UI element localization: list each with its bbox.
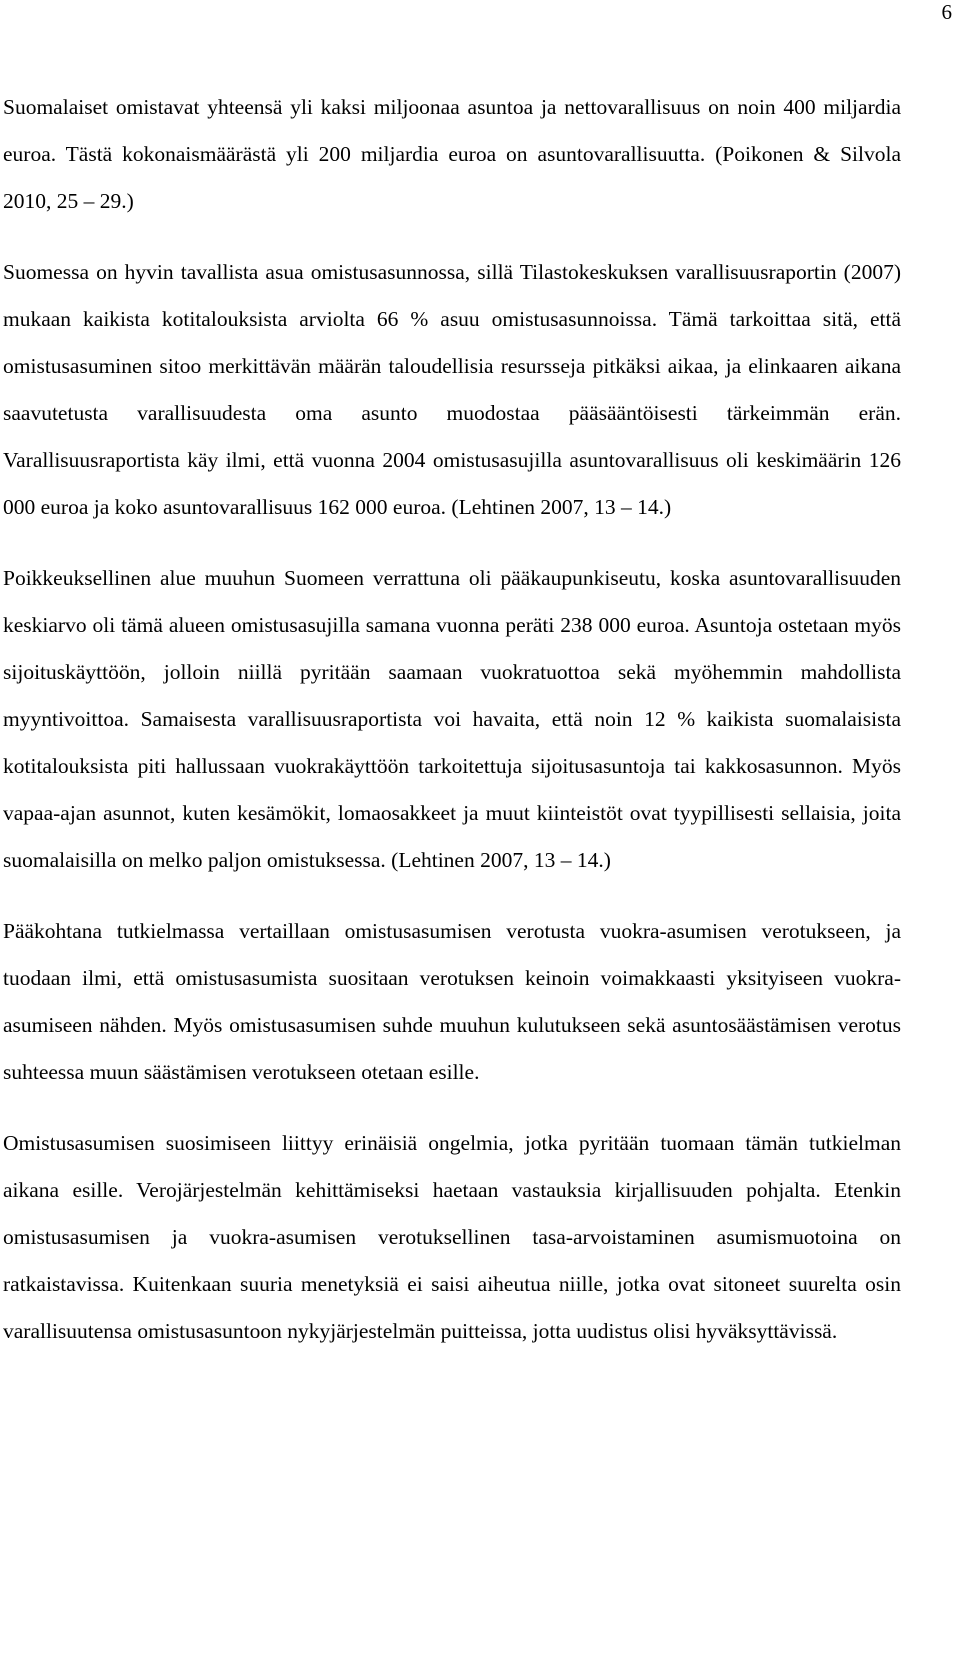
paragraph-5: Omistusasumisen suosimiseen liittyy erinäisiä ongelmia, jotka pyritään tuomaan tämän tutkielman aikana esille. Verojärjestelmän kehittämiseksi haetaan vastauksia kirjallisuuden pohjalta. Etenkin omistusasumisen ja vuokra-asumisen verotuksellinen tasa-arvoistaminen asumismuotoina on ratkaistavissa. Kuitenkaan suuria menetyksiä ei saisi aiheutua niille, jotka ovat sitoneet suurelta osin varallisuutensa omistusasuntoon nykyjärjestelmän puitteissa, jotta uudistus olisi hyväksyttävissä. — [3, 1131, 901, 1343]
body-text — [3, 84, 901, 1379]
paragraph-4: Pääkohtana tutkielmassa vertaillaan omistusasumisen verotusta vuokra-asumisen verotukseen, ja tuodaan ilmi, että omistusasumista suositaan verotuksen keinoin voimakkaasti yksityiseen vuokra-asumiseen nähden. Myös omistusasumisen suhde muuhun kulutukseen sekä asuntosäästämisen verotus suhteessa muun säästämisen verotukseen otetaan esille. — [3, 919, 901, 1084]
page-number: 6 — [941, 0, 952, 24]
paragraph-2: Suomessa on hyvin tavallista asua omistusasunnossa, sillä Tilastokeskuksen varallisuusraportin (2007) mukaan kaikista kotitalouksista arviolta 66 % asuu omistusasunnoissa. Tämä tarkoittaa sitä, että omistusasuminen sitoo merkittävän määrän taloudellisia resursseja pitkäksi aikaa, ja elinkaaren aikana saavutetusta varallisuudesta oma asunto muodostaa pääsääntöisesti tärkeimmän erän. Varallisuusraportista käy ilmi, että vuonna 2004 omistusasujilla asuntovarallisuus oli keskimäärin 126 000 euroa ja koko asuntovarallisuus 162 000 euroa. (Lehtinen 2007, 13 – 14.) — [3, 260, 901, 519]
paragraph-1: Suomalaiset omistavat yhteensä yli kaksi miljoonaa asuntoa ja nettovarallisuus on noin 400 miljardia euroa. Tästä kokonaismäärästä yli 200 miljardia euroa on asuntovarallisuutta. (Poikonen & Silvola 2010, 25 – 29.) — [3, 95, 901, 213]
paragraph-3: Poikkeuksellinen alue muuhun Suomeen verrattuna oli pääkaupunkiseutu, koska asuntovarallisuuden keskiarvo oli tämä alueen omistusasujilla samana vuonna peräti 238 000 euroa. Asuntoja ostetaan myös sijoituskäyttöön, jolloin niillä pyritään saamaan vuokratuottoa sekä myöhemmin mahdollista myyntivoittoa. Samaisesta varallisuusraportista voi havaita, että noin 12 % kaikista suomalaisista kotitalouksista piti hallussaan vuokrakäyttöön tarkoitettuja sijoitusasuntoja tai kakkosasunnon. Myös vapaa-ajan asunnot, kuten kesämökit, lomaosakkeet ja muut kiinteistöt ovat tyypillisesti sellaisia, joita suomalaisilla on melko paljon omistuksessa. (Lehtinen 2007, 13 – 14.) — [3, 566, 901, 872]
